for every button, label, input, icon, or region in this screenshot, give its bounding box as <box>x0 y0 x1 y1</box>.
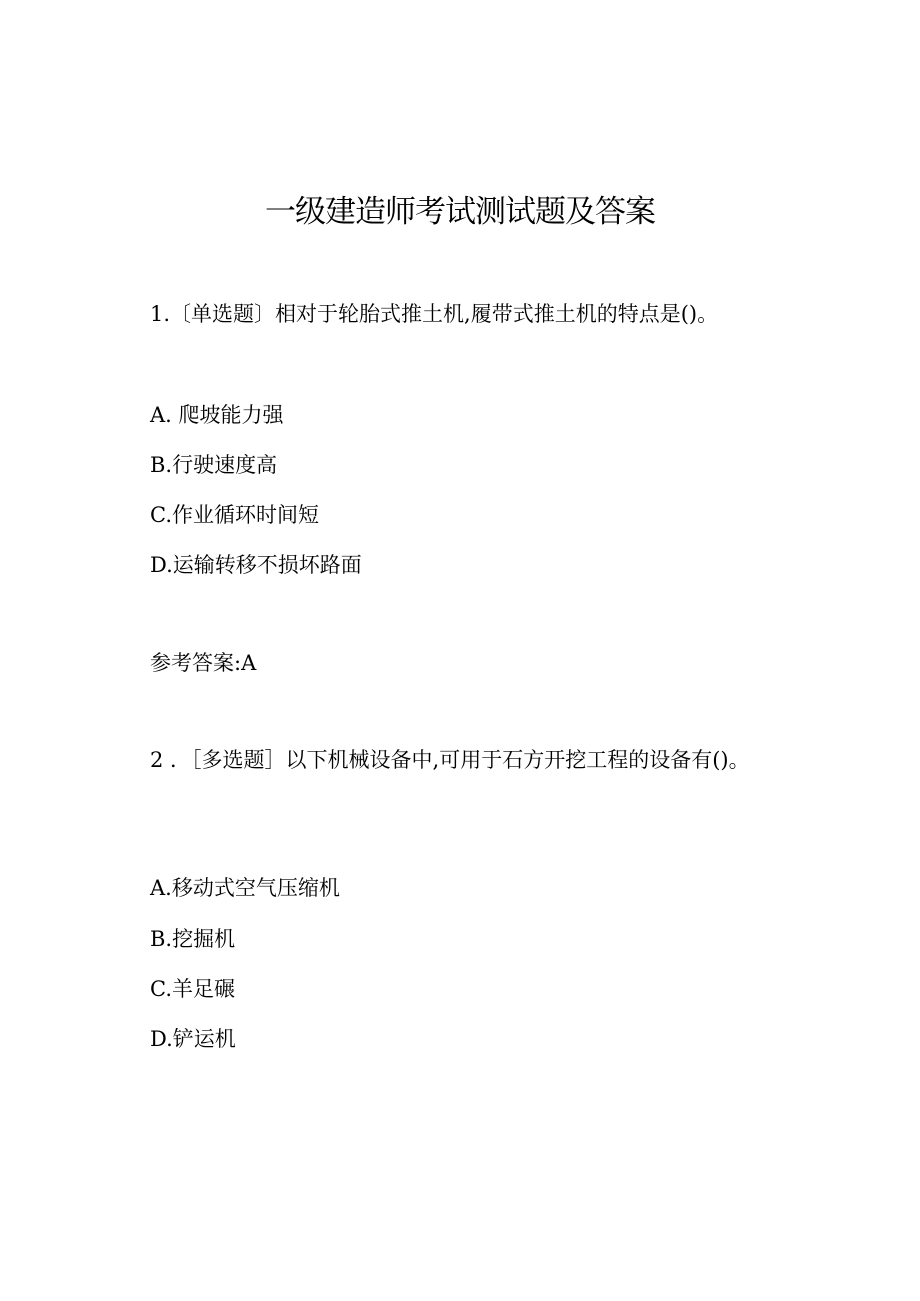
question-1-stem: 1.〔单选题〕相对于轮胎式推土机,履带式推土机的特点是()。 <box>150 302 719 326</box>
question-2-option-d: D.铲运机 <box>150 1027 236 1051</box>
document-title: 一级建造师考试测试题及答案 <box>265 194 655 230</box>
question-1-option-a: A. 爬坡能力强 <box>150 403 284 427</box>
question-2-option-b: B.挖掘机 <box>150 927 236 951</box>
question-1-option-b: B.行驶速度高 <box>150 453 278 477</box>
question-2-option-c: C.羊足碾 <box>150 977 235 1001</box>
question-1-answer: 参考答案:A <box>150 651 257 675</box>
question-1-option-d: D.运输转移不损坏路面 <box>150 553 362 577</box>
question-2-option-a: A.移动式空气压缩机 <box>150 876 340 900</box>
question-2-stem: 2 ．［多选题］以下机械设备中,可用于石方开挖工程的设备有()。 <box>150 748 750 772</box>
question-1-option-c: C.作业循环时间短 <box>150 503 319 527</box>
